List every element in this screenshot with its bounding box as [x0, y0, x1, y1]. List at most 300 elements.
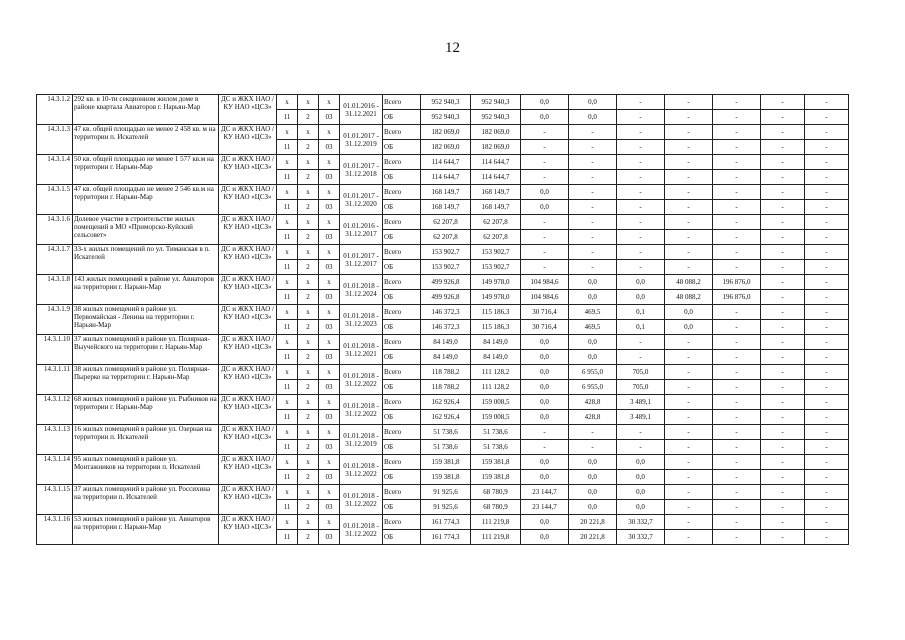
row-value: -: [665, 95, 713, 110]
row-value: -: [521, 140, 569, 155]
row-value: 6 955,0: [569, 365, 617, 380]
row-value: 428,8: [569, 395, 617, 410]
row-mark: x: [319, 95, 340, 110]
row-value: 0,0: [569, 110, 617, 125]
row-source: Всего: [383, 95, 421, 110]
row-value: -: [617, 440, 665, 455]
row-value: -: [569, 170, 617, 185]
row-mark: x: [298, 215, 319, 230]
row-value: -: [761, 155, 805, 170]
row-name: 68 жилых помещений в районе ул. Рыбников на территории г. Нарьян-Мар: [73, 395, 219, 425]
row-value: -: [665, 395, 713, 410]
row-value: -: [761, 320, 805, 335]
row-name: 47 кв. общей площадью не менее 2 546 кв.м на территории г. Нарьян-Мар: [73, 185, 219, 215]
row-value: -: [805, 275, 849, 290]
row-mark: x: [298, 185, 319, 200]
row-value: -: [805, 125, 849, 140]
row-source: Всего: [383, 245, 421, 260]
row-value: -: [713, 530, 761, 545]
row-value: 168 149,7: [421, 185, 471, 200]
row-value: -: [617, 425, 665, 440]
row-value: -: [665, 185, 713, 200]
row-source: Всего: [383, 215, 421, 230]
row-responsible: ДС и ЖКХ НАО / КУ НАО «ЦСЗ»: [219, 485, 277, 515]
row-value: -: [665, 380, 713, 395]
row-value: -: [665, 200, 713, 215]
row-value: 62 207,8: [421, 230, 471, 245]
row-kbk: 2: [298, 470, 319, 485]
row-value: -: [665, 470, 713, 485]
row-value: -: [761, 440, 805, 455]
row-value: 168 149,7: [471, 200, 521, 215]
row-value: -: [805, 230, 849, 245]
row-value: -: [617, 170, 665, 185]
row-kbk: 03: [319, 380, 340, 395]
row-source: Всего: [383, 365, 421, 380]
row-value: -: [521, 425, 569, 440]
row-responsible: ДС и ЖКХ НАО / КУ НАО «ЦСЗ»: [219, 425, 277, 455]
row-value: -: [665, 515, 713, 530]
row-source: ОБ: [383, 470, 421, 485]
row-source: Всего: [383, 155, 421, 170]
row-value: -: [617, 215, 665, 230]
row-value: 84 149,0: [421, 350, 471, 365]
row-kbk: 03: [319, 290, 340, 305]
row-source: Всего: [383, 125, 421, 140]
row-kbk: 03: [319, 110, 340, 125]
row-responsible: ДС и ЖКХ НАО / КУ НАО «ЦСЗ»: [219, 215, 277, 245]
row-mark: x: [319, 515, 340, 530]
row-kbk: 2: [298, 260, 319, 275]
row-mark: x: [298, 515, 319, 530]
row-value: 51 738,6: [421, 425, 471, 440]
row-kbk: 03: [319, 260, 340, 275]
row-value: 30 332,7: [617, 515, 665, 530]
row-mark: x: [298, 395, 319, 410]
row-value: -: [665, 335, 713, 350]
row-mark: x: [298, 305, 319, 320]
row-value: -: [761, 500, 805, 515]
row-value: 196 876,0: [713, 290, 761, 305]
row-value: -: [569, 230, 617, 245]
row-value: -: [761, 530, 805, 545]
row-value: -: [713, 455, 761, 470]
row-value: 115 186,3: [471, 305, 521, 320]
row-kbk: 2: [298, 410, 319, 425]
row-name: 292 кв. в 10-ти секционном жилом доме в районе квартала Авиаторов г. Нарьян-Мар: [73, 95, 219, 125]
row-value: 146 372,3: [421, 320, 471, 335]
row-value: 0,0: [521, 335, 569, 350]
row-value: -: [805, 485, 849, 500]
row-value: -: [805, 335, 849, 350]
row-value: 30 716,4: [521, 320, 569, 335]
row-value: -: [805, 245, 849, 260]
row-mark: x: [319, 155, 340, 170]
row-source: Всего: [383, 485, 421, 500]
table-row: [37, 365, 849, 380]
row-value: 182 069,0: [421, 140, 471, 155]
row-responsible: ДС и ЖКХ НАО / КУ НАО «ЦСЗ»: [219, 455, 277, 485]
row-value: 0,0: [569, 500, 617, 515]
row-value: -: [761, 275, 805, 290]
row-value: -: [617, 260, 665, 275]
row-value: 159 381,8: [471, 470, 521, 485]
row-value: -: [569, 140, 617, 155]
row-value: -: [713, 230, 761, 245]
row-mark: x: [298, 455, 319, 470]
row-kbk: 11: [277, 230, 298, 245]
row-mark: x: [298, 125, 319, 140]
row-mark: x: [298, 155, 319, 170]
row-value: -: [713, 365, 761, 380]
row-value: -: [569, 185, 617, 200]
row-value: 149 978,0: [471, 275, 521, 290]
row-value: -: [713, 155, 761, 170]
row-code: 14.3.1.15: [37, 485, 73, 515]
row-dates: 01.01.2016 - 31.12.2017: [340, 215, 383, 245]
page-number: 12: [445, 40, 460, 56]
row-kbk: 03: [319, 170, 340, 185]
row-value: 62 207,8: [471, 215, 521, 230]
row-value: 114 644,7: [421, 170, 471, 185]
table-row: [37, 275, 849, 290]
row-responsible: ДС и ЖКХ НАО / КУ НАО «ЦСЗ»: [219, 515, 277, 545]
row-value: 705,0: [617, 380, 665, 395]
row-value: 162 926,4: [421, 395, 471, 410]
row-value: -: [713, 440, 761, 455]
row-value: -: [713, 200, 761, 215]
row-value: -: [805, 395, 849, 410]
row-source: Всего: [383, 455, 421, 470]
row-value: 111 219,8: [471, 530, 521, 545]
table-row: [37, 455, 849, 470]
row-value: 182 069,0: [471, 125, 521, 140]
row-source: Всего: [383, 515, 421, 530]
row-value: -: [617, 245, 665, 260]
row-value: -: [713, 395, 761, 410]
row-value: -: [665, 110, 713, 125]
row-kbk: 11: [277, 500, 298, 515]
row-mark: x: [277, 485, 298, 500]
row-mark: x: [298, 335, 319, 350]
row-value: 114 644,7: [471, 155, 521, 170]
row-value: 0,0: [617, 455, 665, 470]
row-code: 14.3.1.14: [37, 455, 73, 485]
row-responsible: ДС и ЖКХ НАО / КУ НАО «ЦСЗ»: [219, 95, 277, 125]
row-mark: x: [319, 365, 340, 380]
row-code: 14.3.1.2: [37, 95, 73, 125]
row-value: 428,8: [569, 410, 617, 425]
row-value: -: [665, 125, 713, 140]
row-value: -: [805, 320, 849, 335]
row-kbk: 11: [277, 200, 298, 215]
row-source: ОБ: [383, 230, 421, 245]
row-dates: 01.01.2018 - 31.12.2024: [340, 275, 383, 305]
table-row: [37, 335, 849, 350]
row-value: 168 149,7: [471, 185, 521, 200]
row-value: -: [805, 440, 849, 455]
row-value: -: [569, 125, 617, 140]
row-name: 37 жилых помещений в районе ул. Полярная- Выучейского на территории г. Нарьян-Мар: [73, 335, 219, 365]
row-value: -: [713, 485, 761, 500]
row-kbk: 11: [277, 380, 298, 395]
row-value: -: [521, 245, 569, 260]
row-dates: 01.01.2018 - 31.12.2022: [340, 395, 383, 425]
row-value: 0,0: [569, 455, 617, 470]
row-kbk: 03: [319, 440, 340, 455]
row-value: -: [805, 140, 849, 155]
row-value: 705,0: [617, 365, 665, 380]
row-mark: x: [319, 395, 340, 410]
row-value: -: [805, 305, 849, 320]
row-value: 0,1: [617, 305, 665, 320]
row-value: -: [665, 410, 713, 425]
row-mark: x: [277, 185, 298, 200]
row-mark: x: [277, 275, 298, 290]
row-mark: x: [319, 125, 340, 140]
row-mark: x: [298, 95, 319, 110]
row-value: 115 186,3: [471, 320, 521, 335]
row-mark: x: [319, 185, 340, 200]
row-value: 6 955,0: [569, 380, 617, 395]
row-value: 0,0: [521, 185, 569, 200]
row-value: 0,0: [617, 470, 665, 485]
row-code: 14.3.1.8: [37, 275, 73, 305]
row-mark: x: [298, 425, 319, 440]
row-value: -: [713, 500, 761, 515]
row-value: 0,0: [521, 200, 569, 215]
row-name: 38 жилых помещений в районе ул. Первомайская - Ленина на территории г. Нарьян-Мар: [73, 305, 219, 335]
row-value: -: [761, 395, 805, 410]
row-value: 84 149,0: [471, 350, 521, 365]
row-value: -: [805, 380, 849, 395]
row-value: 0,0: [521, 350, 569, 365]
row-kbk: 11: [277, 530, 298, 545]
row-code: 14.3.1.13: [37, 425, 73, 455]
row-value: 159 008,5: [471, 395, 521, 410]
row-value: 48 088,2: [665, 290, 713, 305]
row-value: -: [617, 110, 665, 125]
row-source: ОБ: [383, 260, 421, 275]
row-value: 0,0: [521, 515, 569, 530]
row-dates: 01.01.2018 - 31.12.2019: [340, 425, 383, 455]
row-value: -: [665, 215, 713, 230]
row-value: -: [761, 485, 805, 500]
row-source: Всего: [383, 395, 421, 410]
row-value: 499 926,8: [421, 275, 471, 290]
row-value: 111 128,2: [471, 380, 521, 395]
row-value: 91 925,6: [421, 500, 471, 515]
row-value: -: [521, 155, 569, 170]
row-value: 149 978,0: [471, 290, 521, 305]
row-value: 196 876,0: [713, 275, 761, 290]
row-value: 159 008,5: [471, 410, 521, 425]
row-responsible: ДС и ЖКХ НАО / КУ НАО «ЦСЗ»: [219, 395, 277, 425]
row-kbk: 11: [277, 320, 298, 335]
row-responsible: ДС и ЖКХ НАО / КУ НАО «ЦСЗ»: [219, 155, 277, 185]
row-value: -: [805, 530, 849, 545]
row-value: 20 221,8: [569, 515, 617, 530]
row-value: -: [713, 215, 761, 230]
row-mark: x: [298, 245, 319, 260]
row-kbk: 2: [298, 200, 319, 215]
row-kbk: 03: [319, 470, 340, 485]
row-kbk: 03: [319, 230, 340, 245]
row-value: -: [569, 200, 617, 215]
row-value: 0,0: [617, 275, 665, 290]
row-value: 0,0: [665, 320, 713, 335]
row-value: -: [617, 350, 665, 365]
row-value: -: [665, 230, 713, 245]
row-value: -: [713, 380, 761, 395]
row-value: -: [665, 425, 713, 440]
row-mark: x: [277, 215, 298, 230]
row-mark: x: [277, 395, 298, 410]
row-value: -: [665, 170, 713, 185]
row-mark: x: [277, 305, 298, 320]
row-value: 0,0: [617, 485, 665, 500]
row-value: -: [805, 170, 849, 185]
row-dates: 01.01.2018 - 31.12.2023: [340, 305, 383, 335]
table-row: [37, 305, 849, 320]
row-value: -: [761, 170, 805, 185]
row-value: -: [761, 380, 805, 395]
row-value: 51 738,6: [471, 425, 521, 440]
row-value: -: [805, 110, 849, 125]
row-value: -: [761, 515, 805, 530]
row-value: 62 207,8: [471, 230, 521, 245]
row-value: -: [761, 125, 805, 140]
row-kbk: 11: [277, 410, 298, 425]
row-code: 14.3.1.12: [37, 395, 73, 425]
row-kbk: 11: [277, 170, 298, 185]
row-kbk: 11: [277, 290, 298, 305]
row-code: 14.3.1.4: [37, 155, 73, 185]
row-value: -: [761, 230, 805, 245]
row-value: 0,0: [521, 95, 569, 110]
row-value: 91 925,6: [421, 485, 471, 500]
row-value: -: [665, 440, 713, 455]
row-value: 114 644,7: [421, 155, 471, 170]
row-kbk: 03: [319, 500, 340, 515]
row-value: -: [617, 140, 665, 155]
row-value: -: [761, 245, 805, 260]
row-value: -: [665, 155, 713, 170]
row-value: -: [761, 335, 805, 350]
row-value: -: [805, 185, 849, 200]
row-value: -: [761, 260, 805, 275]
row-value: -: [713, 470, 761, 485]
row-value: 153 902,7: [421, 260, 471, 275]
row-code: 14.3.1.6: [37, 215, 73, 245]
row-value: -: [805, 155, 849, 170]
row-kbk: 2: [298, 320, 319, 335]
row-value: 159 381,8: [471, 455, 521, 470]
row-value: 30 716,4: [521, 305, 569, 320]
row-source: Всего: [383, 185, 421, 200]
row-value: -: [617, 95, 665, 110]
row-value: -: [665, 455, 713, 470]
row-value: -: [713, 140, 761, 155]
row-name: 50 кв. общей площадью не менее 1 577 кв.м на территории г. Нарьян-Мар: [73, 155, 219, 185]
row-source: ОБ: [383, 440, 421, 455]
row-mark: x: [319, 455, 340, 470]
row-kbk: 11: [277, 440, 298, 455]
row-value: -: [521, 170, 569, 185]
row-dates: 01.01.2017 - 31.12.2019: [340, 125, 383, 155]
row-value: -: [761, 215, 805, 230]
row-value: -: [713, 260, 761, 275]
row-value: 0,0: [569, 335, 617, 350]
row-name: 143 жилых помещений в районе ул. Авиаторов на территории г. Нарьян-Мар: [73, 275, 219, 305]
row-value: 182 069,0: [471, 140, 521, 155]
row-value: -: [805, 500, 849, 515]
row-value: 118 788,2: [421, 365, 471, 380]
row-value: -: [665, 140, 713, 155]
row-value: -: [713, 335, 761, 350]
row-value: -: [665, 350, 713, 365]
row-kbk: 2: [298, 140, 319, 155]
table-row: [37, 95, 849, 110]
row-value: 68 780,9: [471, 485, 521, 500]
row-source: Всего: [383, 425, 421, 440]
row-kbk: 2: [298, 380, 319, 395]
table-row: [37, 395, 849, 410]
row-value: -: [569, 215, 617, 230]
row-value: 0,0: [665, 305, 713, 320]
row-value: -: [569, 155, 617, 170]
row-value: -: [713, 320, 761, 335]
row-kbk: 2: [298, 290, 319, 305]
row-kbk: 03: [319, 140, 340, 155]
row-source: ОБ: [383, 170, 421, 185]
row-value: 153 902,7: [421, 245, 471, 260]
row-value: 104 984,6: [521, 275, 569, 290]
row-value: -: [761, 200, 805, 215]
row-value: -: [761, 350, 805, 365]
table-row: [37, 125, 849, 140]
row-kbk: 2: [298, 350, 319, 365]
row-responsible: ДС и ЖКХ НАО / КУ НАО «ЦСЗ»: [219, 335, 277, 365]
row-code: 14.3.1.5: [37, 185, 73, 215]
row-value: -: [665, 245, 713, 260]
row-source: Всего: [383, 275, 421, 290]
row-mark: x: [319, 275, 340, 290]
row-value: -: [521, 440, 569, 455]
row-value: -: [805, 260, 849, 275]
row-value: 469,5: [569, 305, 617, 320]
row-value: 114 644,7: [471, 170, 521, 185]
row-value: 0,0: [521, 395, 569, 410]
row-responsible: ДС и ЖКХ НАО / КУ НАО «ЦСЗ»: [219, 185, 277, 215]
row-value: 62 207,8: [421, 215, 471, 230]
row-value: -: [761, 470, 805, 485]
row-value: -: [805, 425, 849, 440]
row-kbk: 03: [319, 320, 340, 335]
row-responsible: ДС и ЖКХ НАО / КУ НАО «ЦСЗ»: [219, 245, 277, 275]
row-mark: x: [298, 365, 319, 380]
row-dates: 01.01.2018 - 31.12.2022: [340, 485, 383, 515]
table-row: [37, 515, 849, 530]
row-mark: x: [319, 245, 340, 260]
row-value: 104 984,6: [521, 290, 569, 305]
row-value: -: [805, 200, 849, 215]
row-value: 30 332,7: [617, 530, 665, 545]
row-value: 68 780,9: [471, 500, 521, 515]
table-row: [37, 185, 849, 200]
row-value: 182 069,0: [421, 125, 471, 140]
row-value: 84 149,0: [421, 335, 471, 350]
